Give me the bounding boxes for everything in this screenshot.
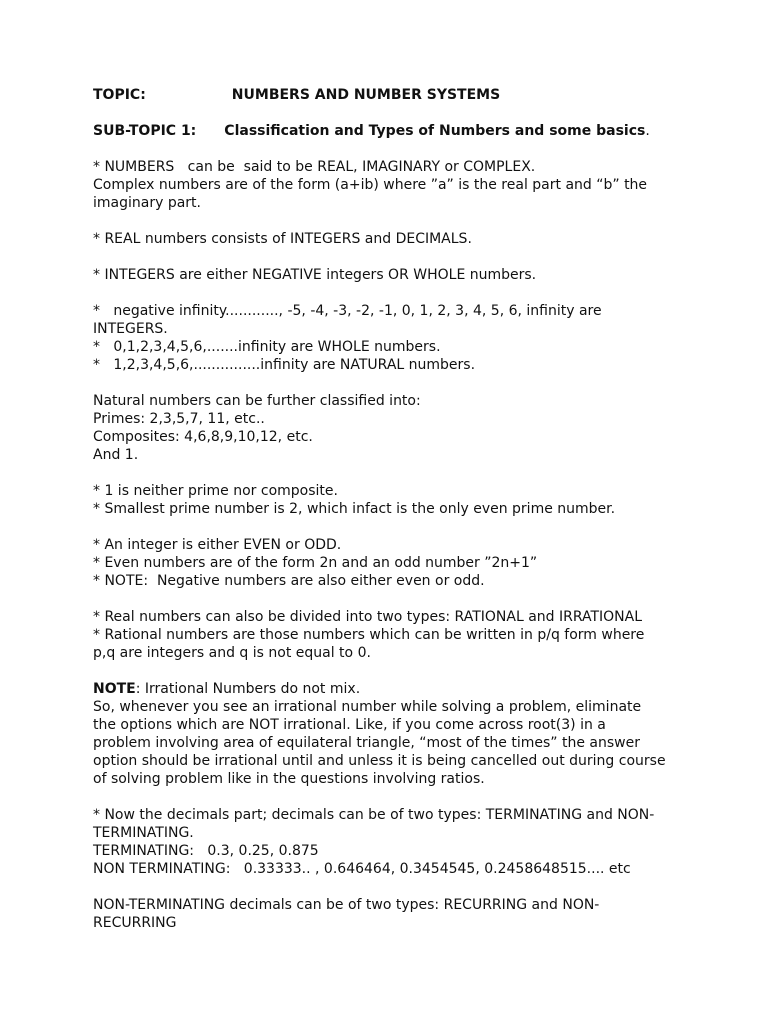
subtopic-heading [93, 122, 683, 140]
paragraph-line: * Rational numbers are those numbers which can be written in p/q form where [93, 627, 645, 643]
paragraph-line: * Now the decimals part; decimals can be of two types: TERMINATING and NON- [93, 807, 655, 823]
paragraph-line: * Even numbers are of the form 2n and an odd number ”2n+1” [93, 555, 538, 571]
paragraph-line: * INTEGERS are either NEGATIVE integers OR WHOLE numbers. [93, 267, 537, 283]
paragraph-line: * Smallest prime number is 2, which infact is the only even prime number. [93, 501, 616, 517]
paragraph-line: * 1,2,3,4,5,6,...............infinity are NATURAL numbers. [93, 357, 476, 373]
paragraph-line: * 0,1,2,3,4,5,6,.......infinity are WHOLE numbers. [93, 339, 441, 355]
paragraph-line: option should be irrational until and unless it is being cancelled out during course [93, 753, 666, 769]
document-body [93, 86, 683, 932]
paragraph-line: TERMINATING. [93, 825, 194, 841]
paragraph-line: Composites: 4,6,8,9,10,12, etc. [93, 429, 313, 445]
paragraph-line: * 1 is neither prime nor composite. [93, 483, 338, 499]
subtopic-title: Classification and Types of Numbers and some basics [224, 123, 646, 139]
paragraph-line: Natural numbers can be further classified into: [93, 393, 421, 409]
topic-heading [93, 86, 683, 104]
subtopic-end: . [645, 123, 650, 139]
paragraph-line: problem involving area of equilateral triangle, “most of the times” the answer [93, 735, 640, 751]
note-text: : Irrational Numbers do not mix. [135, 681, 361, 697]
paragraph-line: * Real numbers can also be divided into two types: RATIONAL and IRRATIONAL [93, 609, 643, 625]
paragraph-line: the options which are NOT irrational. Like, if you come across root(3) in a [93, 717, 606, 733]
paragraph-line: of solving problem like in the questions involving ratios. [93, 771, 485, 787]
paragraph-line: * NOTE: Negative numbers are also either even or odd. [93, 573, 485, 589]
paragraph-line: * An integer is either EVEN or ODD. [93, 537, 342, 553]
paragraph-line: * REAL numbers consists of INTEGERS and DECIMALS. [93, 231, 472, 247]
paragraph-line: NON-TERMINATING decimals can be of two types: RECURRING and NON- [93, 897, 600, 913]
paragraph-line: NON TERMINATING: 0.33333.. , 0.646464, 0.3454545, 0.2458648515.... etc [93, 861, 631, 877]
note-label: NOTE [93, 681, 136, 697]
paragraph-line: imaginary part. [93, 195, 201, 211]
paragraph-line: p,q are integers and q is not equal to 0. [93, 645, 371, 661]
paragraph-line: INTEGERS. [93, 321, 168, 337]
paragraph-line: RECURRING [93, 915, 177, 931]
paragraph-line: TERMINATING: 0.3, 0.25, 0.875 [93, 843, 319, 859]
topic-label: TOPIC: [93, 87, 146, 103]
paragraph-line: Primes: 2,3,5,7, 11, etc.. [93, 411, 265, 427]
paragraph-line: And 1. [93, 447, 139, 463]
paragraph-line: Complex numbers are of the form (a+ib) where ”a” is the real part and “b” the [93, 177, 648, 193]
subtopic-label: SUB-TOPIC 1: [93, 123, 197, 139]
note-line [93, 680, 683, 698]
topic-title: NUMBERS AND NUMBER SYSTEMS [231, 87, 501, 103]
paragraph-line: * NUMBERS can be said to be REAL, IMAGINARY or COMPLEX. [93, 159, 536, 175]
paragraph-line: So, whenever you see an irrational number while solving a problem, eliminate [93, 699, 642, 715]
paragraph-line: * negative infinity............, -5, -4, -3, -2, -1, 0, 1, 2, 3, 4, 5, 6, infinity are [93, 303, 602, 319]
